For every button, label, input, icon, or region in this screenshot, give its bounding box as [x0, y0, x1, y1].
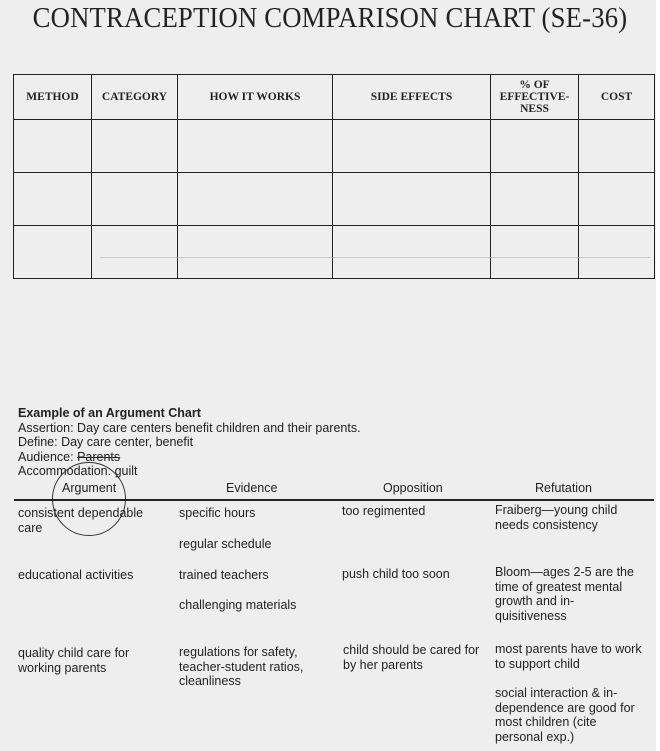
table-cell [14, 120, 92, 173]
table-cell [14, 173, 92, 226]
table-cell [491, 226, 579, 279]
evidence-cell: regular schedule [179, 537, 272, 551]
argument-cell: educational activities [18, 568, 134, 582]
table-cell [491, 173, 579, 226]
accommodation-line: Accommodation: guilt [18, 464, 138, 478]
opposition-cell: child should be cared for by her parents [343, 643, 480, 672]
refutation-cell: most parents have to work to support child [495, 642, 642, 671]
refutation-cell: social interaction & in-dependence are good for most children (cite personal exp.) [495, 686, 635, 744]
table-cell [491, 120, 579, 173]
column-header-side-effects: SIDE EFFECTS [333, 75, 491, 120]
evidence-cell: trained teachers [179, 568, 269, 582]
argument-cell: quality child care for working parents [18, 646, 130, 675]
table-cell [579, 173, 655, 226]
define-line: Define: Day care center, benefit [18, 435, 194, 449]
table-cell [579, 120, 655, 173]
contraception-comparison-table [13, 74, 655, 279]
scan-artifact-line [100, 257, 650, 258]
column-header-cost: COST [579, 75, 655, 120]
column-header-refutation: Refutation [535, 481, 592, 495]
table-row [14, 120, 655, 173]
table-cell [14, 226, 92, 279]
column-header-evidence: Evidence [226, 481, 278, 495]
column-header-argument: Argument [62, 481, 117, 495]
column-header-category: CATEGORY [92, 75, 178, 120]
table-cell [178, 226, 333, 279]
table-cell [178, 120, 333, 173]
argument-chart-heading: Example of an Argument Chart [18, 406, 201, 420]
column-header-opposition: Opposition [383, 481, 443, 495]
column-header-effectiveness: % OF EFFECTIVE- NESS [491, 75, 579, 120]
table-header-row [14, 75, 655, 120]
audience-value: Parents [77, 449, 121, 464]
argument-cell: consistent dependable care [18, 506, 144, 535]
column-header-method: METHOD [14, 75, 92, 120]
table-row [14, 173, 655, 226]
opposition-cell: push child too soon [342, 567, 450, 581]
table-cell [333, 173, 491, 226]
table-cell [579, 226, 655, 279]
opposition-cell: too regimented [342, 504, 426, 518]
refutation-cell: Bloom—ages 2-5 are the time of greatest mental growth and in-quisitiveness [495, 565, 634, 623]
evidence-cell: regulations for safety, teacher-student ratios, cleanliness [179, 645, 304, 688]
audience-line [18, 450, 361, 465]
audience-label: Audience: [18, 449, 78, 464]
table-cell [92, 226, 178, 279]
assertion-line: Assertion: Day care centers benefit children and their parents. [18, 420, 361, 435]
table-cell [178, 173, 333, 226]
evidence-cell: challenging materials [179, 598, 297, 612]
header-divider [14, 499, 654, 501]
table-cell [92, 173, 178, 226]
column-header-how-it-works: HOW IT WORKS [178, 75, 333, 120]
table-cell [92, 120, 178, 173]
page-edge [656, 0, 660, 751]
refutation-cell: Fraiberg—young child needs consistency [495, 503, 618, 532]
table-cell [333, 226, 491, 279]
evidence-cell: specific hours [179, 506, 256, 520]
table-cell [333, 120, 491, 173]
page-title: CONTRACEPTION COMPARISON CHART (SE-36) [32, 2, 628, 34]
table-row [14, 226, 655, 279]
